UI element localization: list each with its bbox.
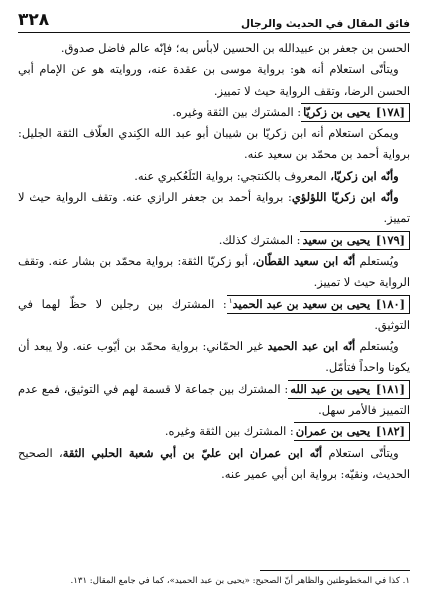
entry-heading-180 (18, 294, 410, 337)
entry-name: يحيى بن عمران (295, 424, 371, 439)
paragraph-text: ويتأتّى استعلام (322, 445, 399, 460)
paragraph-text: المعروف بالكنتجي: برواية التَلَعُكبري عنه. (134, 168, 331, 183)
page-body (18, 38, 410, 485)
entry-heading-179 (18, 230, 410, 251)
bold-phrase: أنّه ابن عمران ابن عليّ بن أبي شعبة الحلبي الثقة (62, 445, 323, 460)
entry-name: يحيى بن زكريّا (303, 104, 371, 119)
paragraph (18, 336, 410, 379)
entry-description: : المشترك بين الثقة وغيره. (164, 424, 294, 439)
entry-number: [١٧٨] (375, 104, 405, 119)
entry-box (288, 380, 410, 399)
entry-description: : المشترك بين رجلين لا حظّ لهما في التوثيق. (18, 296, 410, 332)
entry-number: [١٨٠] (375, 296, 405, 311)
entry-name: يحيى بن عبد الله (290, 381, 371, 396)
paragraph-text: ويتأتّى استعلام أنه هو: برواية موسى بن عقدة عنه، وروايته هو عن الإمام أبي الحسن الرضا، وتقف الرواية حيث لا تمييز. (18, 62, 410, 98)
paragraph-text: : برواية أحمد بن جعفر الرازي عنه. وتقف الرواية حيث لا تمييز. (18, 190, 410, 226)
paragraph-text: ويمكن استعلام أنه ابن زكريّا بن شيبان أبو عبد الله الكِندي العلّاف الثقة الجليل: برواية أحمد بن محمّد بن سعيد عنه. (18, 126, 410, 162)
entry-heading-181 (18, 379, 410, 422)
paragraph-text: ويُستعلم (355, 339, 399, 354)
bold-phrase: أنّه ابن سعيد القطّان (255, 253, 356, 268)
bold-phrase: وأنّه ابن زكريّا، (330, 168, 399, 183)
entry-name: يحيى بن سعيد بن عبد الحميد (232, 296, 371, 311)
footnote: ١. كذا في المخطوطتين والظاهر أنّ الصحيح: «يحيى بن عبد الحميد»، كما في جامع المقال: ١٣١. (70, 576, 410, 586)
entry-number: [١٨١] (375, 381, 405, 396)
paragraph (18, 59, 410, 102)
bold-phrase: أنّه ابن عبد الحميد (267, 339, 356, 354)
entry-number: [١٧٩] (375, 232, 405, 247)
paragraph-text: غير الحمّاني: برواية محمّد بن أيّوب عنه. ولا يبعد أن يكونا واحداً فتأمّل. (18, 339, 410, 375)
entry-box (294, 422, 410, 441)
paragraph-text: ويُستعلم (355, 253, 399, 268)
footnote-marker: ١ (228, 296, 233, 305)
paragraph (18, 166, 410, 187)
footnote-rule (260, 570, 410, 571)
running-title: فائق المقال في الحديث والرجال (241, 18, 410, 30)
entry-box (227, 295, 410, 314)
paragraph (18, 38, 410, 59)
entry-description: : المشترك كذلك. (218, 232, 301, 247)
entry-box (301, 103, 410, 122)
paragraph (18, 443, 410, 486)
paragraph (18, 187, 410, 230)
paragraph (18, 251, 410, 294)
entry-name: يحيى بن سعيد (302, 232, 371, 247)
page-header (18, 8, 410, 30)
entry-description: : المشترك بين جماعة لا قسمة لهم في التوثيق، فمع عدم التمييز فالأمر سهل. (18, 381, 410, 418)
paragraph-text: الحسن بن جعفر بن عبيدالله بن الحسين لابأس به؛ فإنّه عالم فاضل صدوق. (60, 41, 410, 55)
bold-phrase: وأنّه ابن زكريّا اللؤلؤي (291, 190, 399, 205)
page-number: ٣٢٨ (18, 10, 50, 30)
entry-description: : المشترك بين الثقة وغيره. (172, 104, 302, 119)
entry-number: [١٨٢] (375, 424, 405, 439)
entry-box (300, 231, 410, 250)
paragraph-text: ، أبو زكريّا الثقة: برواية محمّد بن بشار عنه. وتقف الرواية حيث لا تمييز. (18, 253, 410, 290)
paragraph-text: ، الصحيح الحديث، ونقيّه: برواية ابن أبي عمير عنه. (18, 445, 410, 481)
entry-heading-182 (18, 421, 410, 442)
header-rule (18, 32, 410, 33)
entry-heading-178 (18, 102, 410, 123)
paragraph (18, 123, 410, 166)
